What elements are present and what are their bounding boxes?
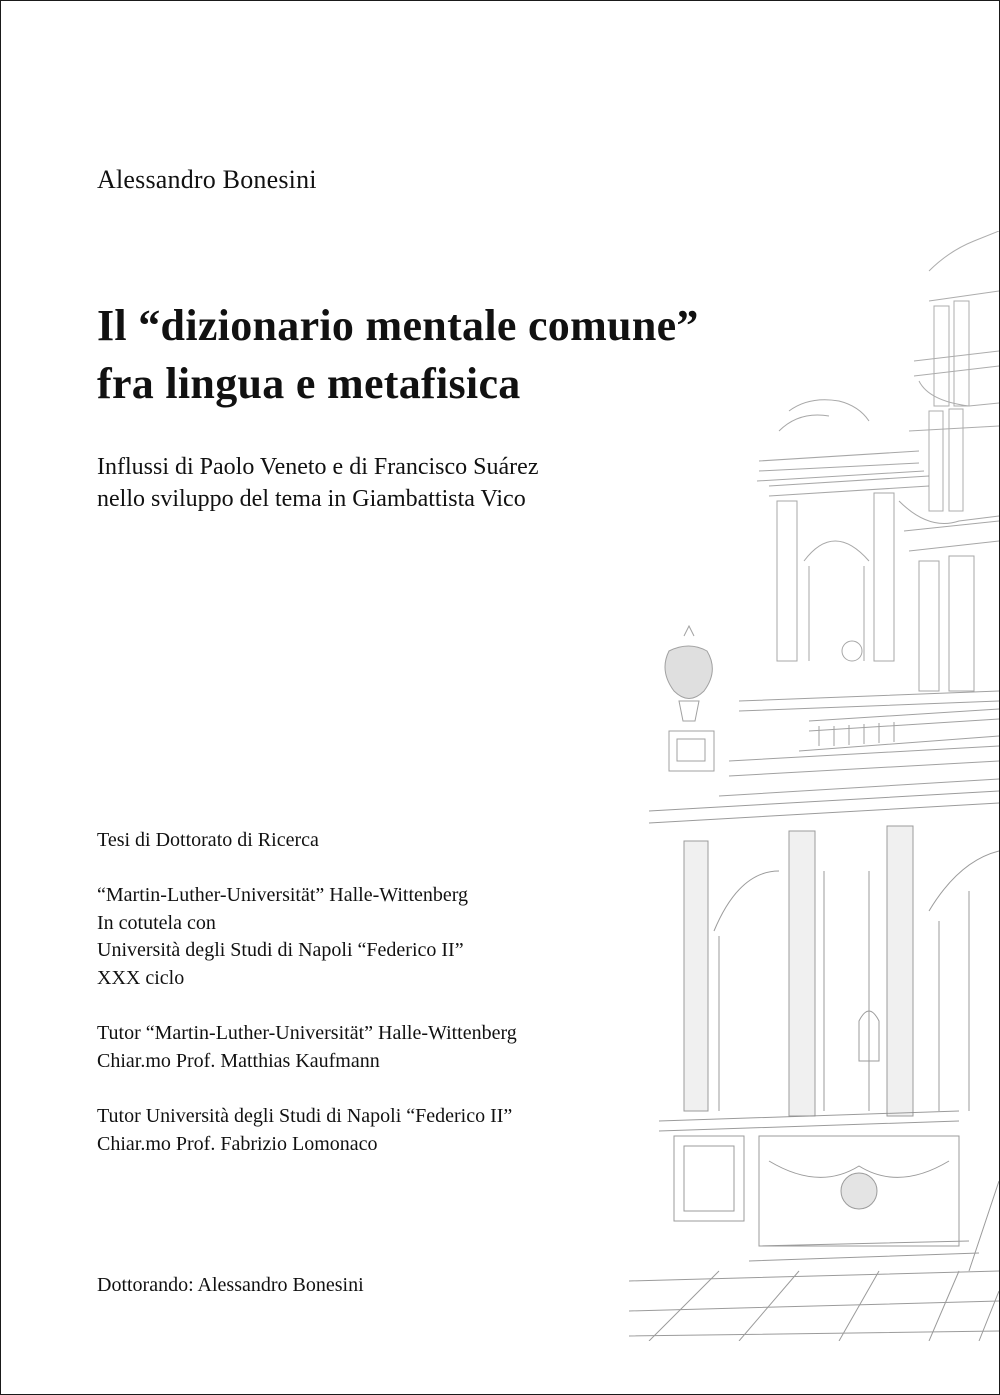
tutor-label: Tutor “Martin-Luther-Universität” Halle-Wittenberg <box>97 1022 517 1044</box>
thesis-title <box>97 297 699 413</box>
tutor-name: Chiar.mo Prof. Fabrizio Lomonaco <box>97 1132 378 1155</box>
institutions-block <box>97 882 468 992</box>
tutor-halle-block <box>97 1020 517 1075</box>
title-line-2: fra lingua e metafisica <box>97 359 521 408</box>
subtitle-line-1: Influssi di Paolo Veneto e di Francisco Suárez <box>97 454 539 480</box>
subtitle-line-2: nello sviluppo del tema in Giambattista Vico <box>97 486 526 512</box>
tutor-name: Chiar.mo Prof. Matthias Kaufmann <box>97 1049 380 1072</box>
baroque-architecture-illustration <box>629 231 999 1341</box>
title-line-1: Il “dizionario mentale comune” <box>97 301 699 350</box>
thesis-type: Tesi di Dottorato di Ricerca <box>97 829 319 851</box>
baroque-architecture-engraving-icon <box>629 231 999 1341</box>
institution-line: In cotutela con <box>97 911 216 934</box>
tutor-napoli-block <box>97 1103 512 1158</box>
institution-line: XXX ciclo <box>97 966 185 989</box>
author-name: Alessandro Bonesini <box>97 165 317 194</box>
thesis-subtitle <box>97 451 538 515</box>
institution-line: Università degli Studi di Napoli “Federico II” <box>97 939 464 961</box>
candidate-line: Dottorando: Alessandro Bonesini <box>97 1274 364 1296</box>
tutor-label: Tutor Università degli Studi di Napoli “Federico II” <box>97 1105 513 1127</box>
institution-line: “Martin-Luther-Universität” Halle-Wittenberg <box>97 884 469 906</box>
